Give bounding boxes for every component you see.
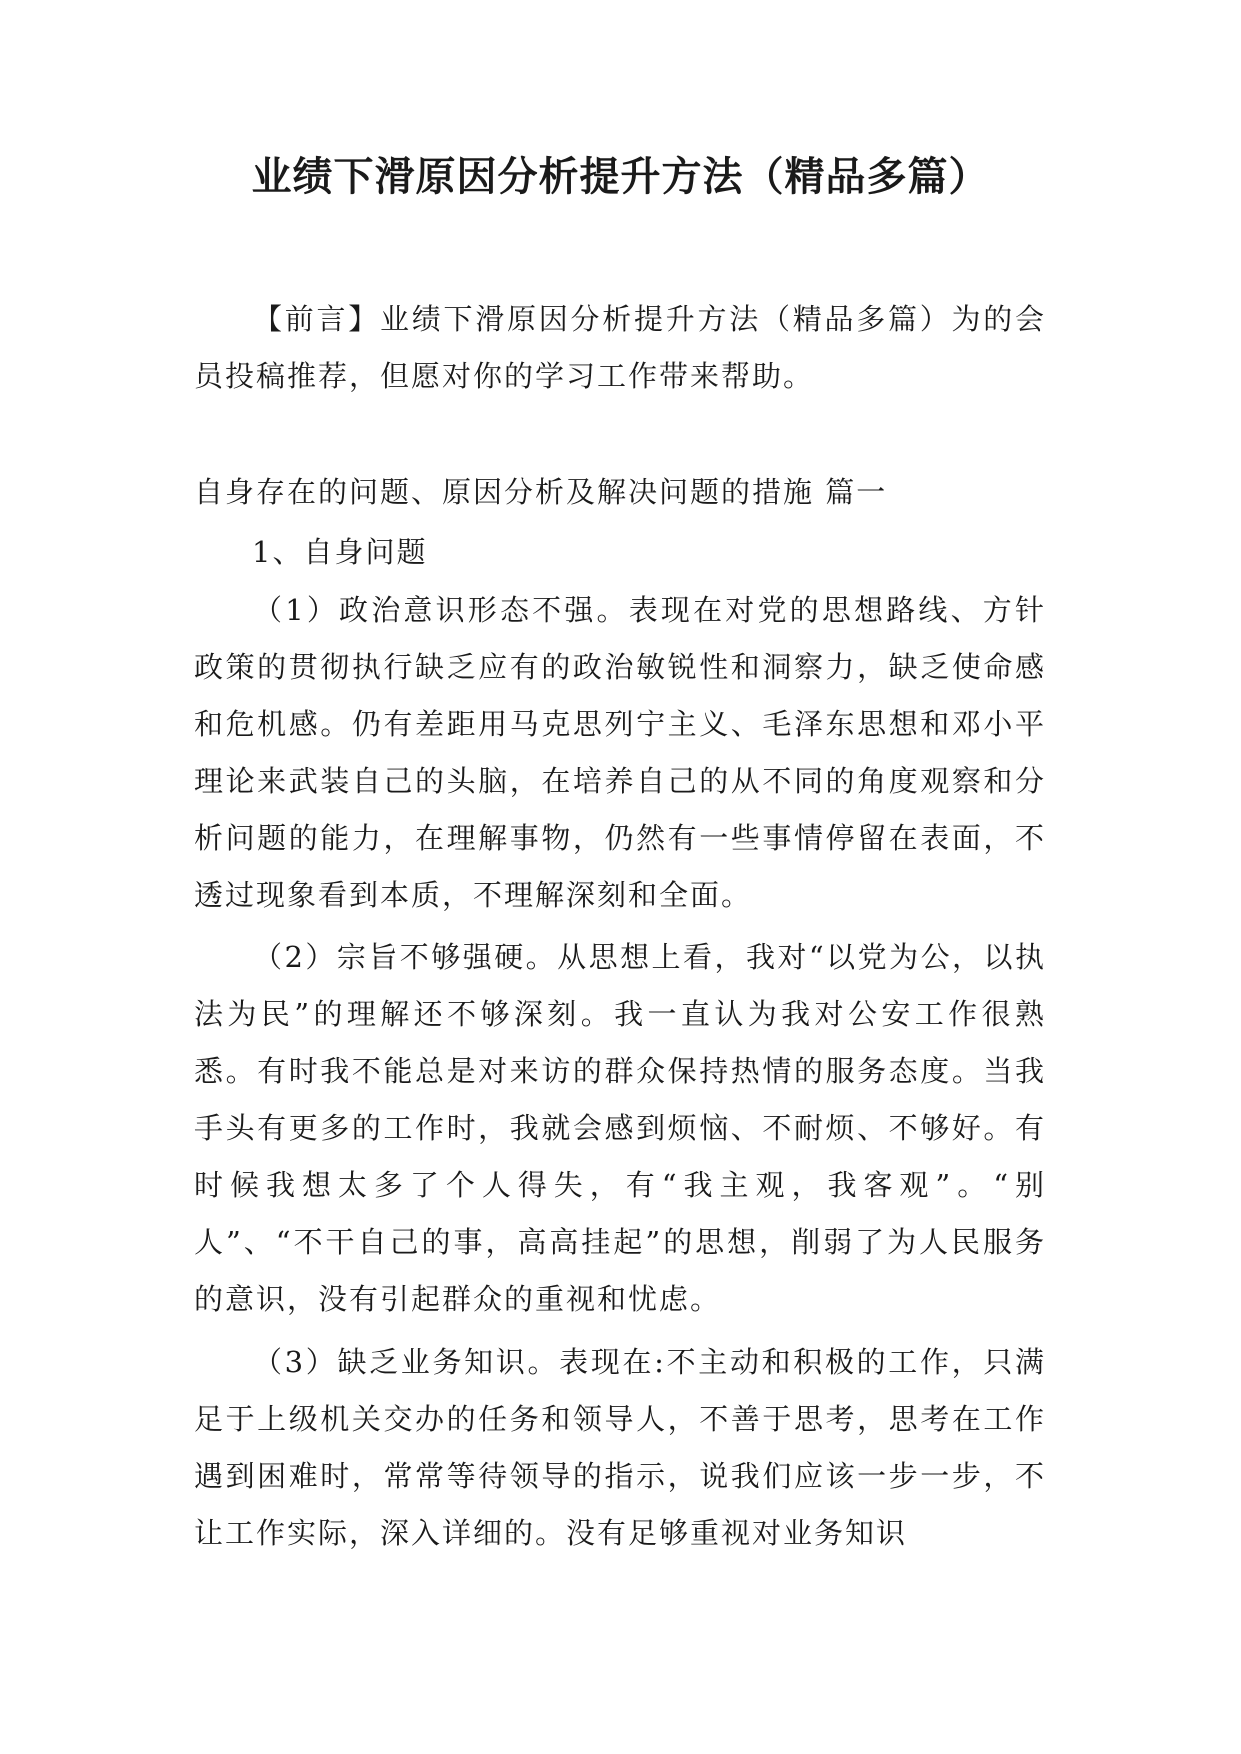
document-title: 业绩下滑原因分析提升方法（精品多篇） (251, 154, 990, 200)
section-heading: 自身存在的问题、原因分析及解决问题的措施 篇一 (194, 475, 888, 509)
preface-paragraph: 【前言】业绩下滑原因分析提升方法（精品多篇）为的会员投稿推荐，但愿对你的学习工作带来帮助。 (194, 302, 1046, 393)
body-paragraph-2: （2）宗旨不够强硬。从思想上看，我对“以党为公，以执法为民”的理解还不够深刻。我一直认为我对公安工作很熟悉。有时我不能总是对来访的群众保持热情的服务态度。当我手头有更多的工作时，我就会感到烦恼、不耐烦、不够好。有时候我想太多了个人得失，有“我主观，我客观”。“别人”、“不干自己的事，高高挂起”的思想，削弱了为人民服务的意识，没有引起群众的重视和忧虑。 (194, 940, 1046, 1316)
sub-heading: 1、自身问题 (252, 535, 428, 569)
body-paragraph-3: （3）缺乏业务知识。表现在:不主动和积极的工作，只满足于上级机关交办的任务和领导人，不善于思考，思考在工作遇到困难时，常常等待领导的指示，说我们应该一步一步，不让工作实际，深入详细的。没有足够重视对业务知识 (194, 1345, 1046, 1550)
body-paragraph-1: （1）政治意识形态不强。表现在对党的思想路线、方针政策的贯彻执行缺乏应有的政治敏锐性和洞察力，缺乏使命感和危机感。仍有差距用马克思列宁主义、毛泽东思想和邓小平理论来武装自己的头脑，在培养自己的从不同的角度观察和分析问题的能力，在理解事物，仍然有一些事情停留在表面，不透过现象看到本质，不理解深刻和全面。 (194, 593, 1046, 912)
